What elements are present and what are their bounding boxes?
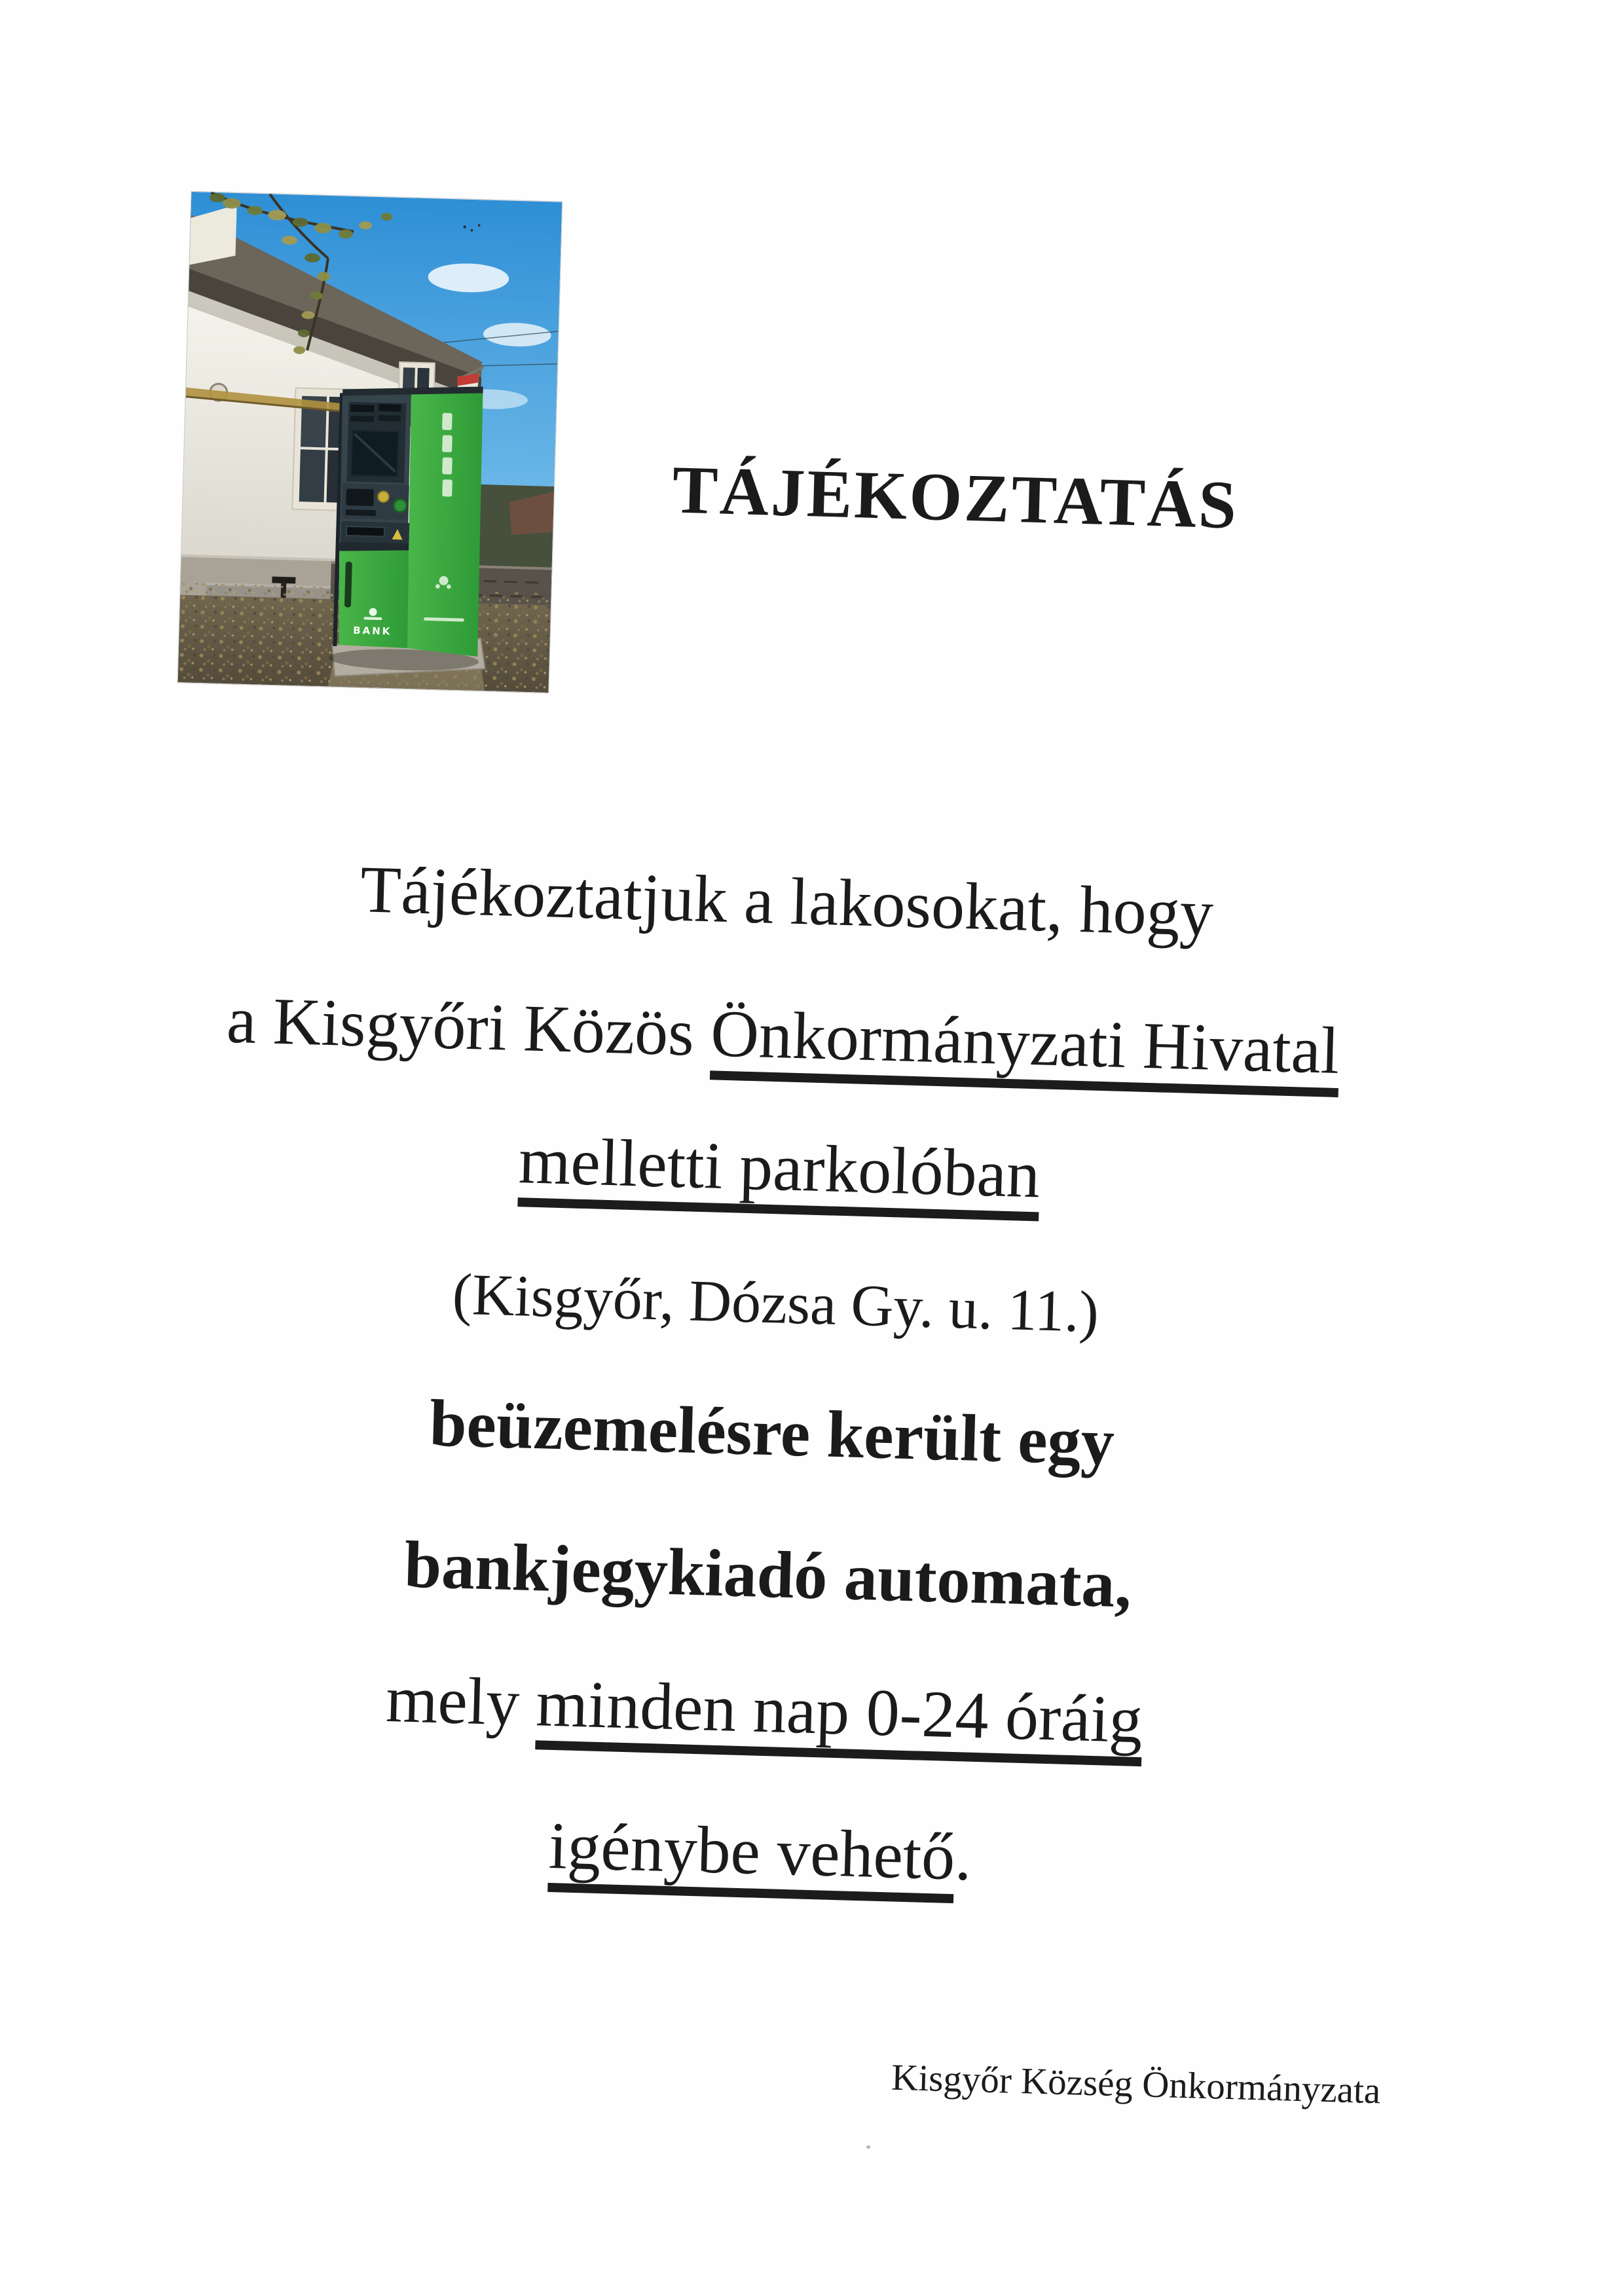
- atm-green-button: [394, 499, 407, 512]
- underlined-text: igénybe vehető: [547, 1809, 956, 1903]
- notice-text: a Kisgyőri Közös: [225, 983, 712, 1071]
- bank-logo-text: BANK: [353, 624, 392, 638]
- atm-yellow-button: [378, 491, 389, 502]
- atm-photo-illustration: [178, 192, 563, 693]
- atm-photo: [177, 191, 563, 694]
- notice-title: TÁJÉKOZTATÁS: [671, 452, 1240, 543]
- underlined-text: Önkormányzati Hivatal: [709, 996, 1340, 1097]
- background-trees: [476, 484, 554, 569]
- notice-text: Tájékoztatjuk a lakosokat, hogy: [359, 852, 1215, 951]
- notice-text: .: [953, 1820, 973, 1895]
- underlined-text: minden nap 0-24 óráig: [535, 1666, 1143, 1766]
- signature: Kisgyőr Község Önkormányzata: [891, 2056, 1382, 2112]
- notice-text: beüzemelésre került egy: [428, 1386, 1116, 1480]
- line-4: [0, 1246, 1588, 1362]
- line-5: [0, 1371, 1585, 1497]
- notice-text: mely: [384, 1662, 538, 1741]
- notice-text: (Kisgyőr, Dózsa Gy. u. 11.): [451, 1262, 1100, 1345]
- line-8: [0, 1789, 1573, 1915]
- notice-text: bankjegykiadó automata,: [403, 1527, 1133, 1622]
- scan-speck: [866, 2145, 870, 2149]
- atm-cash-slot: [346, 526, 384, 537]
- line-7: [0, 1647, 1577, 1773]
- line-6: [0, 1512, 1581, 1638]
- atm-door-handle: [344, 562, 352, 608]
- line-1: [0, 839, 1600, 965]
- line-3: [0, 1106, 1592, 1231]
- atm-keypad: [346, 488, 374, 506]
- line-2: [0, 974, 1596, 1099]
- underlined-text: melletti parkolóban: [517, 1123, 1041, 1221]
